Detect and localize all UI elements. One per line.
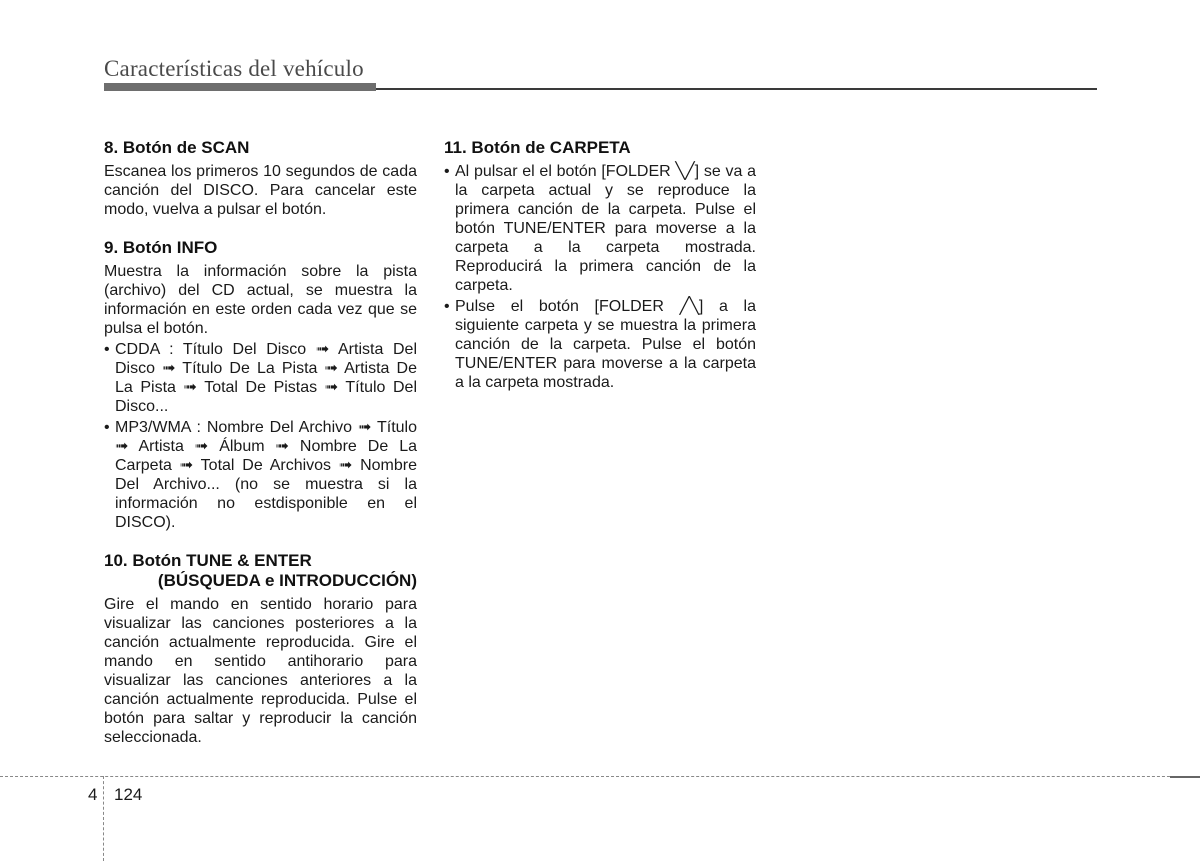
- info-bullet-list: [104, 340, 417, 532]
- page-number: 124: [114, 785, 143, 804]
- section-heading: 8. Botón de SCAN: [104, 138, 250, 157]
- bullet-item-mp3: • MP3/WMA : Nombre Del Archivo ➟ Título ➟ Artista ➟ Álbum ➟ Nombre De La Carpeta ➟ Total De Archivos ➟ Nombre Del Archivo... (no se muestra si la información no estdisponible en el DISCO).: [104, 418, 417, 532]
- bullet-item-folder-up: • Pulse el botón [FOLDER ╱╲] a la siguiente carpeta y se muestra la primera canción de la carpeta. Pulse el botón TUNE/ENTER para moverse a la carpeta a la carpeta mostrada.: [444, 297, 756, 392]
- bullet-item-cdda: • CDDA : Título Del Disco ➟ Artista Del Disco ➟ Título De La Pista ➟ Artista De La Pista ➟ Total De Pistas ➟ Título Del Disco...: [104, 340, 417, 416]
- bullet-item-folder-down: • Al pulsar el el botón [FOLDER ╲╱] se va a la carpeta actual y se reproduce la primera canción de la carpeta. Pulse el botón TUNE/ENTER para moverse a la carpeta a la carpeta mostrada. Reproducirá la primera canción de la carpeta.: [444, 162, 756, 295]
- folder-bullet-list: [444, 162, 756, 392]
- section-body: Escanea los primeros 10 segundos de cada canción del DISCO. Para cancelar este modo, vuelva a pulsar el botón.: [104, 163, 417, 218]
- header-rule-thin: [376, 88, 1097, 90]
- section-tune-enter-button: [104, 551, 417, 747]
- footer-rule-accent: [1170, 776, 1200, 778]
- section-body: Gire el mando en sentido horario para visualizar las canciones posteriores a la canción actualmente reproducida. Gire el mando en sentido antihorario para visualizar las canciones anteriores a la canción actualmente reproducida. Pulse el botón para saltar y reproducir la canción seleccionada.: [104, 596, 417, 746]
- section-heading: 9. Botón INFO: [104, 238, 218, 257]
- left-column: [104, 138, 417, 766]
- section-heading: 11. Botón de CARPETA: [444, 138, 631, 157]
- footer-vertical-dashed-rule: [103, 776, 104, 861]
- chapter-number: 4: [88, 785, 98, 804]
- section-scan-button: [104, 138, 417, 219]
- section-folder-button: [444, 138, 756, 392]
- section-info-button: [104, 238, 417, 532]
- footer-dashed-rule: [0, 776, 1200, 777]
- header-rule-thick: [104, 83, 376, 91]
- right-column: [444, 138, 756, 411]
- section-heading-line1: 10. Botón TUNE & ENTER: [104, 551, 312, 570]
- section-heading-line2: (BÚSQUEDA e INTRODUCCIÓN): [157, 571, 417, 590]
- page-title: Características del vehículo: [104, 56, 364, 81]
- section-body: Muestra la información sobre la pista (archivo) del CD actual, se muestra la información en este orden cada vez que se pulsa el botón.: [104, 263, 417, 337]
- section-heading: [104, 551, 417, 591]
